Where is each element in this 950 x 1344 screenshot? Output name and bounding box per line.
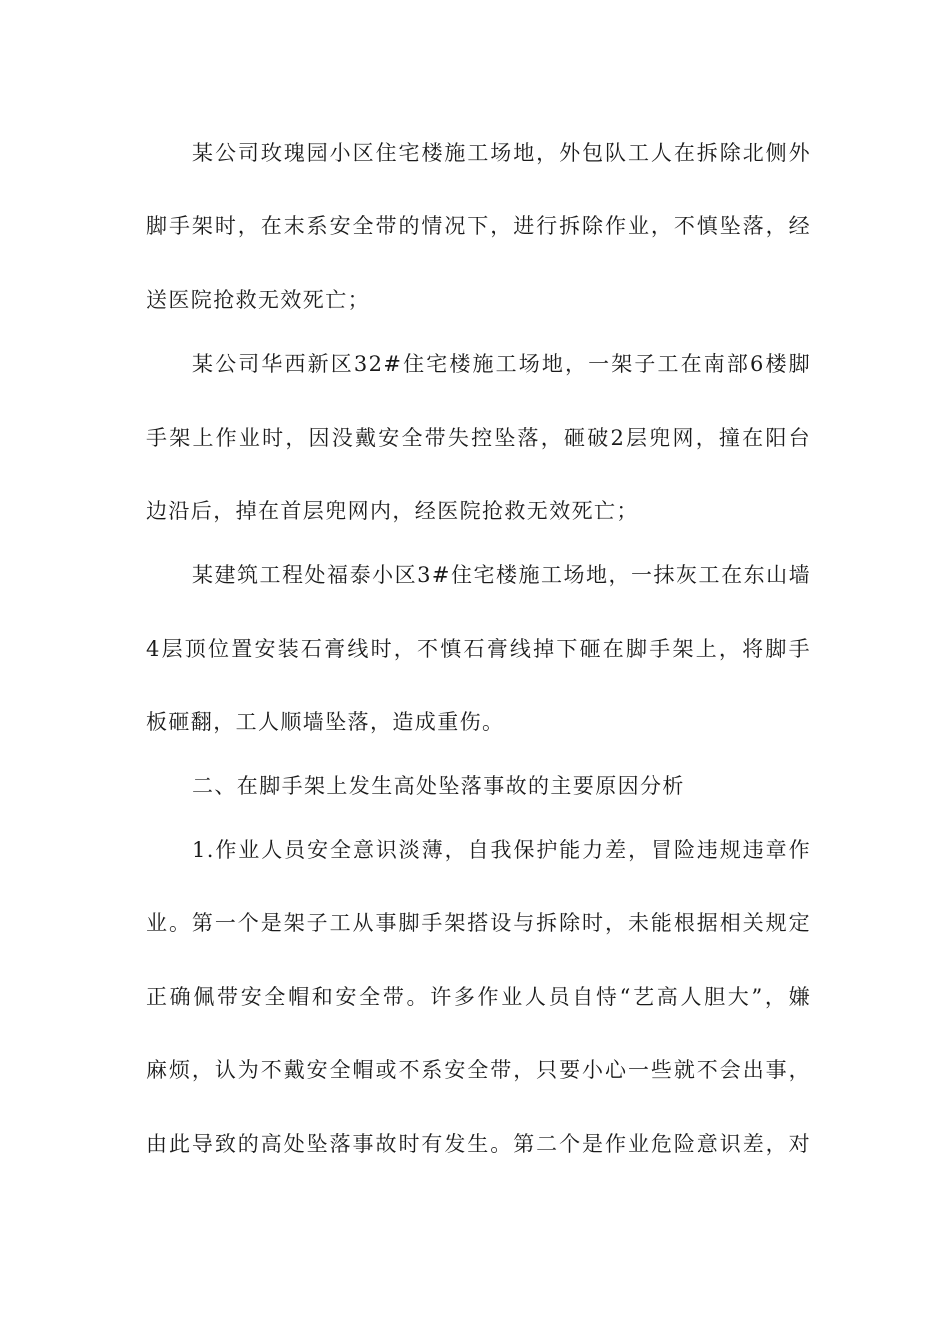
paragraph-3-line-3: 板砸翻，工人顺墙坠落，造成重伤。: [146, 710, 505, 734]
paragraph-2-line-1: 某公司华西新区32#住宅楼施工场地，一架子工在南部6楼脚: [192, 352, 811, 376]
paragraph-3-line-2: 4层顶位置安装石膏线时，不慎石膏线掉下砸在脚手架上，将脚手: [146, 637, 811, 661]
paragraph-4-line-1: 1.作业人员安全意识淡薄，自我保护能力差，冒险违规违章作: [192, 838, 811, 862]
paragraph-4-line-5: 由此导致的高处坠落事故时有发生。第二个是作业危险意识差，对: [146, 1132, 811, 1156]
paragraph-4-line-4: 麻烦，认为不戴安全帽或不系安全带，只要小心一些就不会出事，: [146, 1058, 811, 1082]
section-heading: 二、在脚手架上发生高处坠落事故的主要原因分析: [192, 774, 685, 798]
paragraph-1-line-2: 脚手架时，在末系安全带的情况下，进行拆除作业，不慎坠落，经: [146, 214, 811, 238]
paragraph-2-line-3: 边沿后，掉在首层兜网内，经医院抢救无效死亡；: [146, 499, 639, 523]
paragraph-2-line-2: 手架上作业时，因没戴安全带失控坠落，砸破2层兜网，撞在阳台: [146, 426, 811, 450]
paragraph-1-line-3: 送医院抢救无效死亡；: [146, 288, 370, 312]
paragraph-4-line-2: 业。第一个是架子工从事脚手架搭设与拆除时，未能根据相关规定: [146, 911, 811, 935]
paragraph-3-line-1: 某建筑工程处福泰小区3#住宅楼施工场地，一抹灰工在东山墙: [192, 563, 811, 587]
paragraph-1-line-1: 某公司玫瑰园小区住宅楼施工场地，外包队工人在拆除北侧外: [192, 141, 811, 165]
paragraph-4-line-3: 正确佩带安全帽和安全带。许多作业人员自恃“艺高人胆大”，嫌: [146, 985, 811, 1009]
